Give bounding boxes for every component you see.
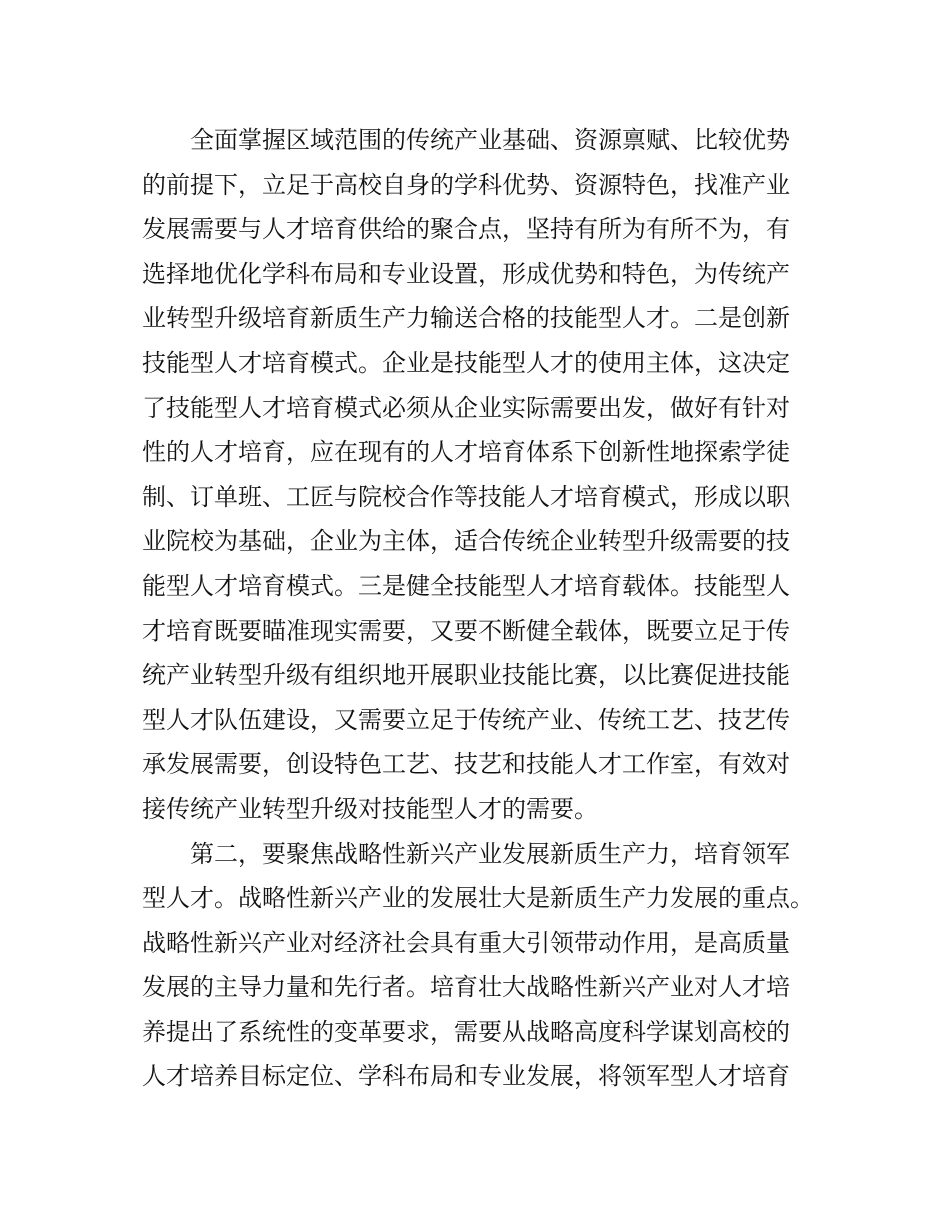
text-line: 的前提下，立足于高校自身的学科优势、资源特色，找准产业 [142, 170, 790, 199]
text-line: 全面掌握区域范围的传统产业基础、资源禀赋、比较优势 [190, 126, 790, 154]
text-line: 能型人才培育模式。三是健全技能型人才培育载体。技能型人 [142, 571, 790, 600]
text-line: 承发展需要，创设特色工艺、技艺和技能人才工作室，有效对 [142, 750, 790, 779]
text-line: 选择地优化学科布局和专业设置，形成优势和特色，为传统产 [142, 259, 790, 288]
body-text [142, 118, 832, 1099]
text-line: 业院校为基础，企业为主体，适合传统企业转型升级需要的技 [142, 527, 790, 556]
text-line: 型人才队伍建设，又需要立足于传统产业、传统工艺、技艺传 [142, 705, 790, 734]
text-line: 接传统产业转型升级对技能型人才的需要。 [142, 794, 598, 823]
paragraph-1 [142, 118, 832, 832]
text-line: 发展的主导力量和先行者。培育壮大战略性新兴产业对人才培 [142, 973, 790, 1002]
text-line: 业转型升级培育新质生产力输送合格的技能型人才。二是创新 [142, 304, 790, 333]
text-line: 了技能型人才培育模式必须从企业实际需要出发，做好有针对 [142, 393, 790, 422]
text-line: 统产业转型升级有组织地开展职业技能比赛，以比赛促进技能 [142, 661, 790, 690]
text-line: 技能型人才培育模式。企业是技能型人才的使用主体，这决定 [142, 348, 790, 377]
text-line: 养提出了系统性的变革要求，需要从战略高度科学谋划高校的 [142, 1017, 790, 1046]
text-line: 性的人才培育，应在现有的人才培育体系下创新性地探索学徒 [142, 438, 790, 467]
paragraph-2 [142, 832, 832, 1100]
text-line: 发展需要与人才培育供给的聚合点，坚持有所为有所不为，有 [142, 215, 790, 244]
text-line: 第二，要聚焦战略性新兴产业发展新质生产力，培育领军 [190, 839, 790, 868]
text-line: 人才培养目标定位、学科布局和专业发展，将领军型人才培育 [142, 1062, 790, 1091]
text-line: 才培育既要瞄准现实需要，又要不断健全载体，既要立足于传 [142, 616, 790, 645]
text-line: 制、订单班、工匠与院校合作等技能人才培育模式，形成以职 [142, 482, 790, 511]
text-line: 战略性新兴产业对经济社会具有重大引领带动作用，是高质量 [142, 928, 790, 957]
text-line: 型人才。战略性新兴产业的发展壮大是新质生产力发展的重点。 [142, 884, 814, 913]
